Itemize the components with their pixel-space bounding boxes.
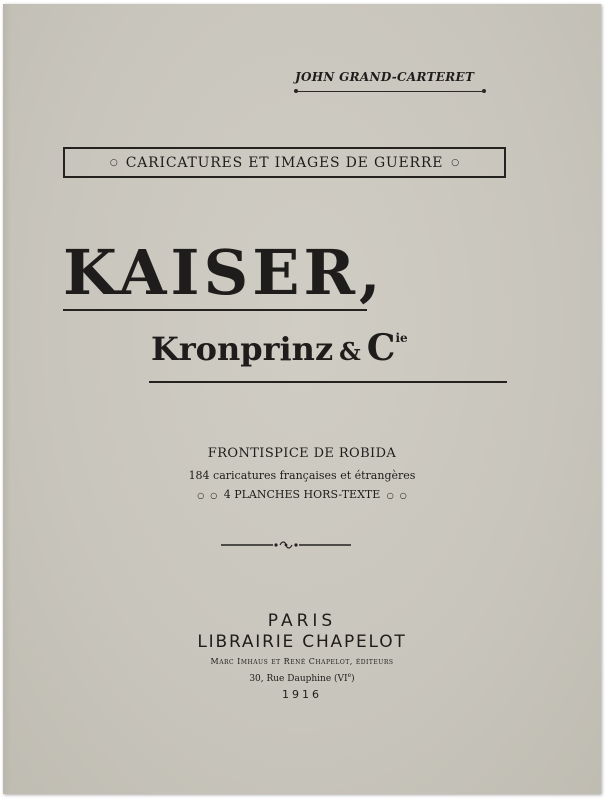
series-title: CARICATURES ET IMAGES DE GUERRE	[125, 154, 444, 171]
address-close: )	[351, 674, 355, 684]
publication-city: PARIS	[267, 611, 337, 631]
subtitle-cie-superscript: ie	[395, 331, 408, 345]
subtitle-word: Kronprinz	[151, 330, 334, 368]
plates-text: 4 PLANCHES HORS-TEXTE	[223, 488, 381, 501]
main-title: KAISER,	[63, 236, 385, 309]
address-superscript: e	[347, 672, 352, 679]
subtitle-underline	[149, 381, 507, 383]
circle-ornament-icon: ○	[109, 157, 118, 168]
circle-ornament-icon: ○	[197, 491, 205, 500]
publisher-address	[3, 672, 601, 684]
author-name: JOHN GRAND-CARTERET	[295, 70, 475, 84]
publisher-name: LIBRAIRIE CHAPELOT	[197, 632, 407, 652]
publication-year: 1916	[282, 688, 322, 701]
circle-ornament-icon: ○	[210, 491, 218, 500]
plates-line	[3, 488, 601, 501]
subtitle-cie-letter: C	[366, 327, 396, 369]
ornamental-rule-icon	[221, 539, 351, 551]
subtitle	[151, 327, 408, 369]
caricature-count: 184 caricatures françaises et étrangères	[188, 469, 416, 482]
frontispice-credit: FRONTISPICE DE ROBIDA	[207, 446, 397, 461]
subtitle-ampersand: &	[339, 337, 361, 366]
title-underline	[63, 309, 367, 311]
circle-ornament-icon: ○	[399, 491, 407, 500]
series-frame	[63, 147, 506, 178]
address-text: 30, Rue Dauphine (VI	[249, 674, 348, 684]
author-underline	[297, 91, 483, 92]
circle-ornament-icon: ○	[451, 157, 460, 168]
book-cover	[3, 4, 601, 794]
circle-ornament-icon: ○	[386, 491, 394, 500]
editors-line: Marc Imhaus et René Chapelot, éditeurs	[210, 657, 394, 666]
